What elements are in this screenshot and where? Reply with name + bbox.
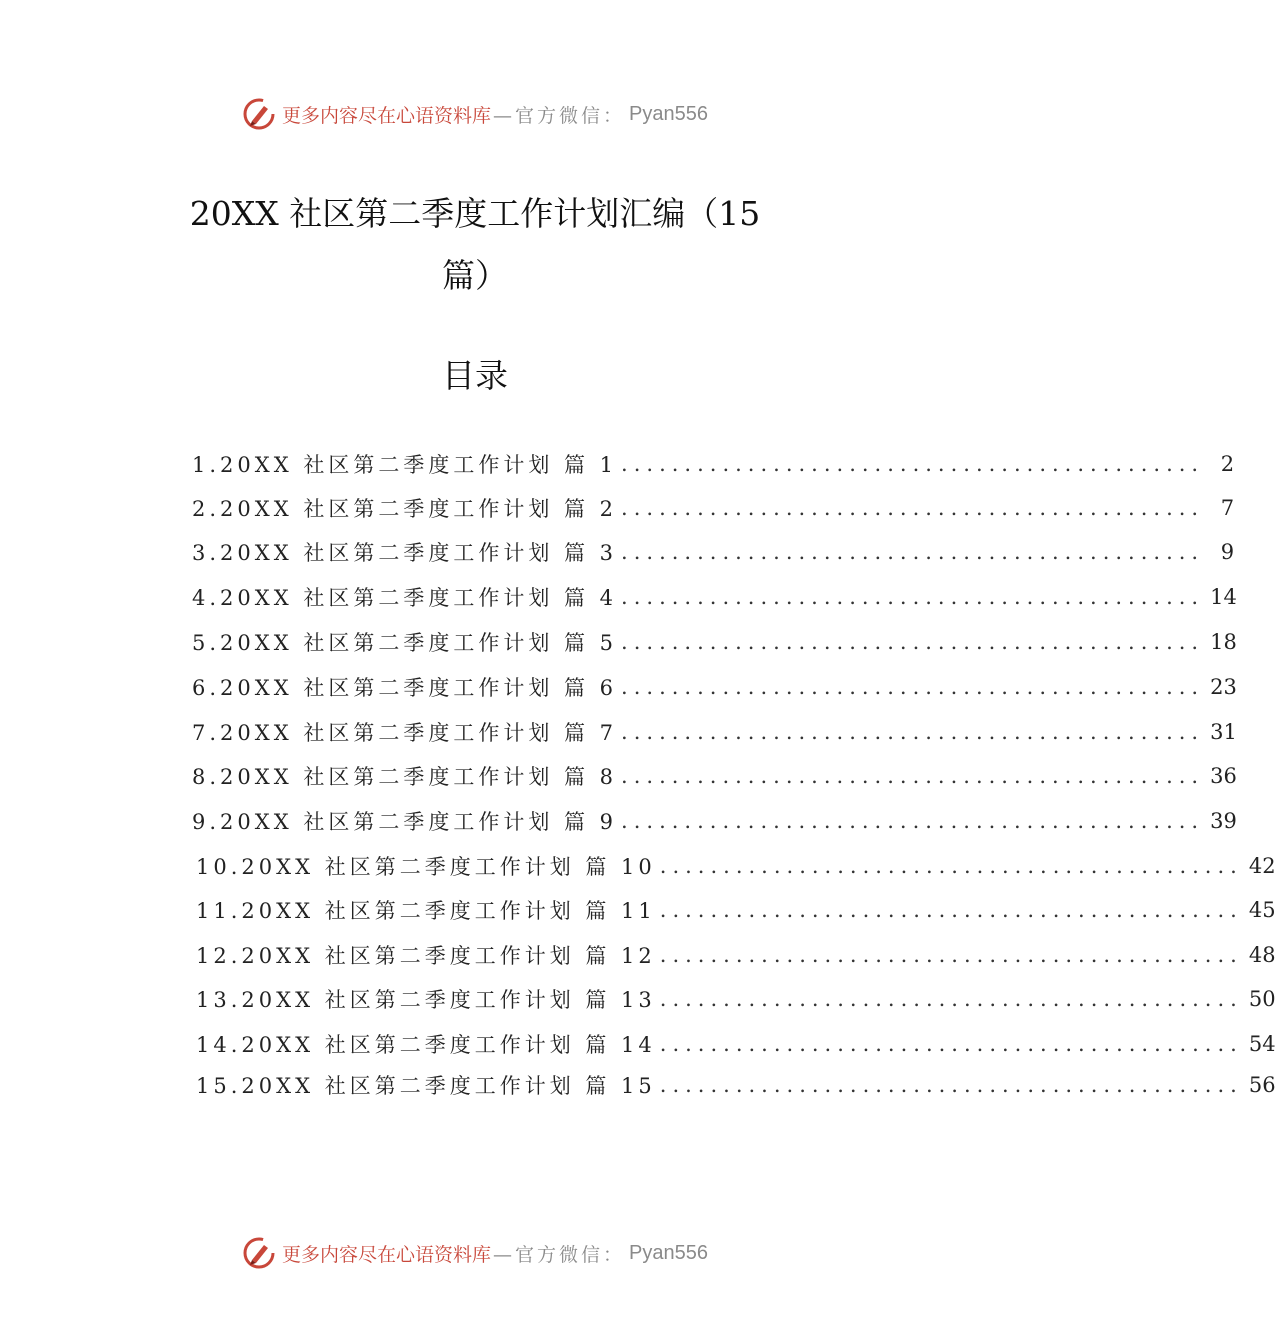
toc-leader-dots: .............................................. <box>659 854 1243 878</box>
toc-leader-dots: .............................................. <box>621 585 1205 609</box>
toc-entry-title: 4.20XX 社区第二季度工作计划 篇 4 <box>192 586 618 610</box>
banner-text-separator: —官方微信： <box>493 1243 626 1266</box>
toc-item[interactable] <box>192 446 1235 482</box>
toc-page-number: 18 <box>1210 630 1237 654</box>
toc-leader-dots: .............................................. <box>659 898 1243 922</box>
toc-leader-dots: .............................................. <box>621 720 1205 744</box>
toc-entry-title: 10.20XX 社区第二季度工作计划 篇 10 <box>196 855 656 879</box>
toc-item[interactable] <box>192 758 1237 794</box>
banner-text-main: 更多内容尽在心语资料库 <box>282 1243 492 1266</box>
toc-leader-dots: .............................................. <box>659 943 1243 967</box>
toc-item[interactable] <box>196 981 1276 1017</box>
toc-entry-title: 12.20XX 社区第二季度工作计划 篇 12 <box>196 944 656 968</box>
toc-item[interactable] <box>192 803 1237 839</box>
toc-page-number: 23 <box>1210 675 1237 699</box>
toc-page-number: 56 <box>1248 1073 1276 1097</box>
toc-leader-dots: .............................................. <box>621 809 1205 833</box>
toc-leader-dots: .............................................. <box>659 1073 1243 1097</box>
toc-page-number: 50 <box>1248 987 1276 1011</box>
footer-banner <box>0 1233 950 1273</box>
toc-leader-dots: .............................................. <box>621 764 1205 788</box>
toc-item[interactable] <box>192 490 1235 526</box>
banner-text-separator: —官方微信： <box>493 104 626 127</box>
toc-page-number: 48 <box>1248 943 1276 967</box>
toc-leader-dots: .............................................. <box>621 452 1205 476</box>
toc-item[interactable] <box>196 892 1276 928</box>
toc-entry-title: 6.20XX 社区第二季度工作计划 篇 6 <box>192 676 618 700</box>
toc-leader-dots: .............................................. <box>621 540 1205 564</box>
toc-leader-dots: .............................................. <box>621 630 1205 654</box>
toc-page-number: 31 <box>1210 720 1237 744</box>
toc-item[interactable] <box>192 579 1237 615</box>
banner-wechat-id: Pyan556 <box>629 102 708 125</box>
toc-item[interactable] <box>196 1026 1276 1062</box>
toc-page-number: 7 <box>1220 496 1235 520</box>
toc-page-number: 9 <box>1220 540 1235 564</box>
toc-entry-title: 15.20XX 社区第二季度工作计划 篇 15 <box>196 1074 656 1098</box>
header-banner <box>0 94 950 134</box>
toc-leader-dots: .............................................. <box>659 1032 1243 1056</box>
toc-leader-dots: .............................................. <box>659 987 1243 1011</box>
toc-entry-title: 1.20XX 社区第二季度工作计划 篇 1 <box>192 453 618 477</box>
toc-entry-title: 7.20XX 社区第二季度工作计划 篇 7 <box>192 721 618 745</box>
toc-heading: 目录 <box>442 356 508 395</box>
toc-page-number: 39 <box>1210 809 1237 833</box>
toc-page-number: 54 <box>1248 1032 1276 1056</box>
toc-entry-title: 11.20XX 社区第二季度工作计划 篇 11 <box>196 899 656 923</box>
pen-logo-icon <box>242 1236 276 1270</box>
toc-leader-dots: .............................................. <box>621 496 1205 520</box>
toc-page-number: 2 <box>1220 452 1235 476</box>
toc-page-number: 36 <box>1210 764 1237 788</box>
toc-item[interactable] <box>192 624 1237 660</box>
toc-entry-title: 8.20XX 社区第二季度工作计划 篇 8 <box>192 765 618 789</box>
toc-page-number: 14 <box>1210 585 1237 609</box>
toc-leader-dots: .............................................. <box>621 675 1205 699</box>
toc-entry-title: 14.20XX 社区第二季度工作计划 篇 14 <box>196 1033 656 1057</box>
toc-item[interactable] <box>192 714 1237 750</box>
toc-entry-title: 13.20XX 社区第二季度工作计划 篇 13 <box>196 988 656 1012</box>
banner-text-main: 更多内容尽在心语资料库 <box>282 104 492 127</box>
toc-item[interactable] <box>196 848 1276 884</box>
banner-wechat-id: Pyan556 <box>629 1241 708 1264</box>
pen-logo-icon <box>242 97 276 131</box>
toc-item[interactable] <box>192 534 1235 570</box>
toc-item[interactable] <box>192 669 1237 705</box>
toc-entry-title: 9.20XX 社区第二季度工作计划 篇 9 <box>192 810 618 834</box>
toc-entry-title: 5.20XX 社区第二季度工作计划 篇 5 <box>192 631 618 655</box>
toc-page-number: 45 <box>1248 898 1276 922</box>
toc-entry-title: 2.20XX 社区第二季度工作计划 篇 2 <box>192 497 618 521</box>
document-title: 20XX 社区第二季度工作计划汇编（15 篇） <box>189 194 761 295</box>
toc-entry-title: 3.20XX 社区第二季度工作计划 篇 3 <box>192 541 618 565</box>
toc-item[interactable] <box>196 1067 1276 1103</box>
toc-page-number: 42 <box>1248 854 1276 878</box>
toc-item[interactable] <box>196 937 1276 973</box>
